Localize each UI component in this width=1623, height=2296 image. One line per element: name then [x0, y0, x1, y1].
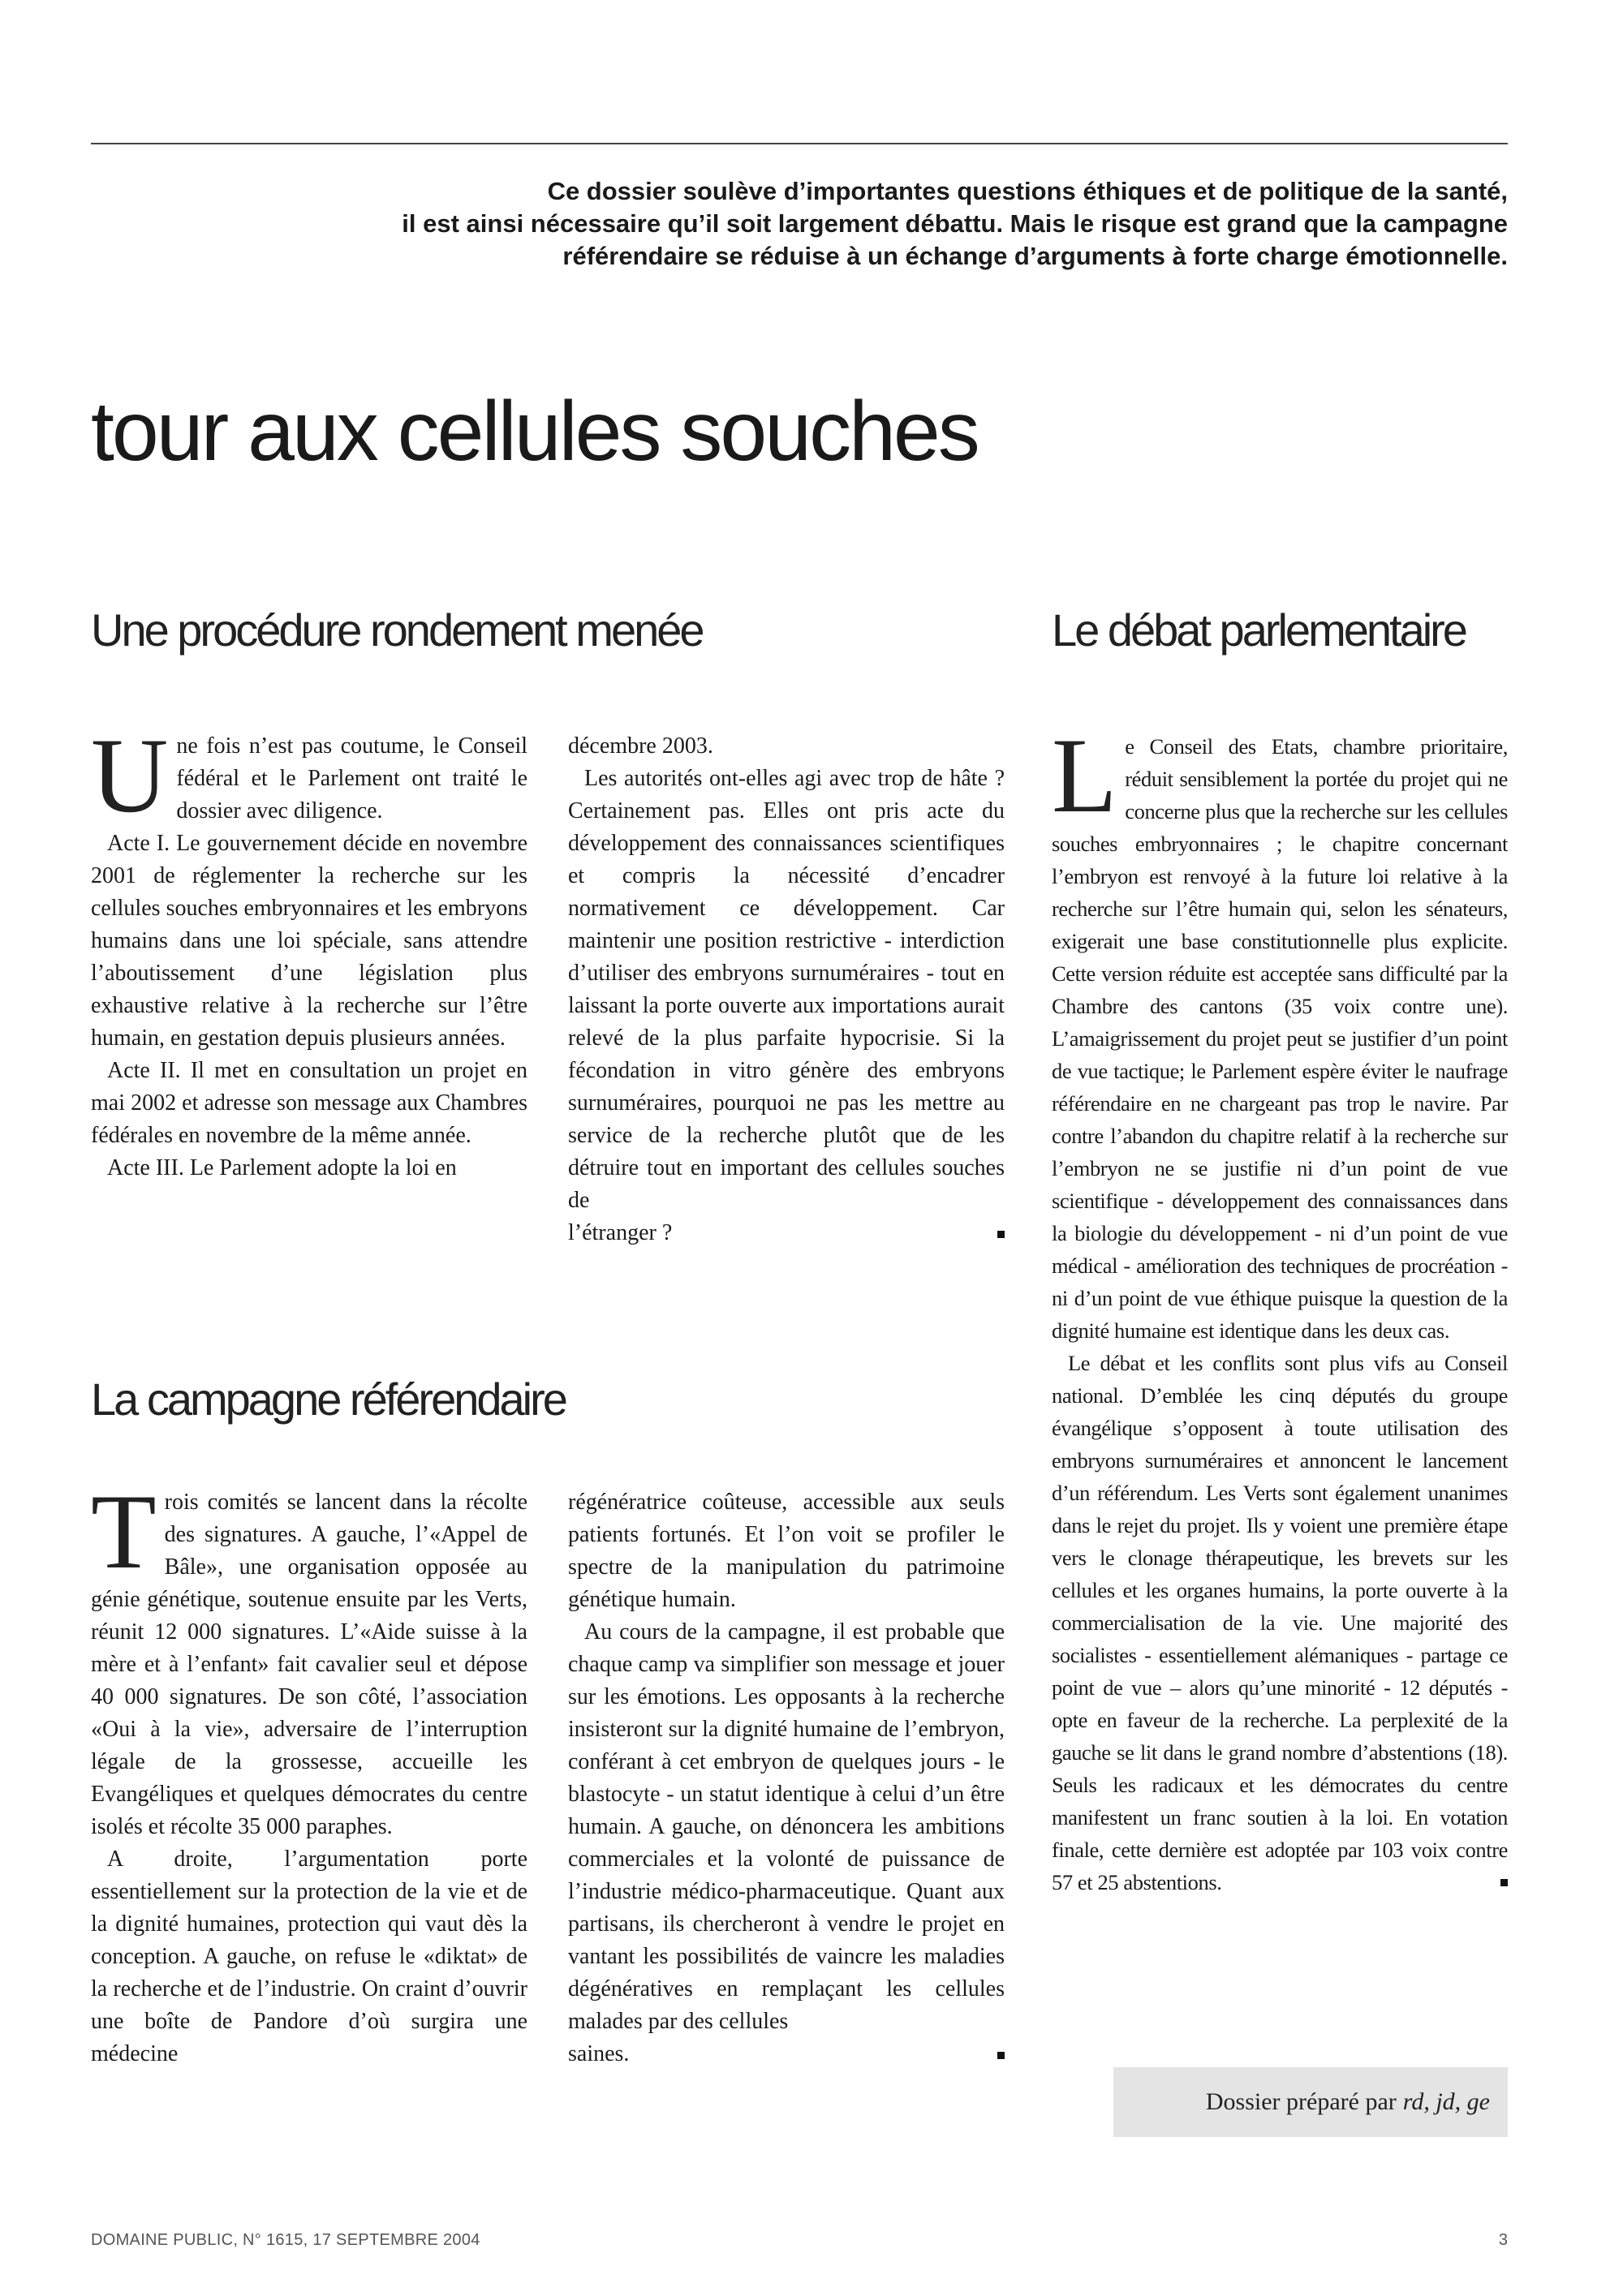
dropcap: L: [1052, 716, 1117, 835]
section1-column-1: [91, 716, 527, 1185]
section1-paragraph-6-end: l’étranger ?: [568, 1217, 1005, 1249]
section2-column-2: [568, 1486, 1005, 2070]
lead-paragraph: [91, 175, 1508, 273]
section-heading-debate: Le débat parlementaire: [1052, 604, 1466, 656]
section2-paragraph-3: régénératrice coûteuse, accessible aux seuls patients fortunés. Et l’on voit se profiler le spectre de la manipulation du patrimoine génétique humain.: [568, 1490, 1005, 1612]
section-heading-campaign: La campagne référendaire: [91, 1374, 566, 1425]
section-heading-procedure: Une procédure rondement menée: [91, 604, 703, 656]
lead-line-2: il est ainsi nécessaire qu’il soit largement débattu. Mais le risque est grand que la campagne: [402, 209, 1508, 238]
lead-line-3: référendaire se réduise à un échange d’arguments à forte charge émotionnelle.: [562, 242, 1508, 270]
section2-paragraph-2: A droite, l’argumentation porte essentiellement sur la protection de la vie et de la dignité humaines, protection qui vaut dès la conception. A gauche, on refuse le «diktat» de la recherche et de l’industrie. On craint d’ouvrir une boîte de Pandore d’où surgira une médecine: [91, 1847, 527, 2066]
section3-paragraph-1: Le Conseil des Etats, chambre prioritaire, réduit sensiblement la portée du projet qui ne concerne plus que la recherche sur les cellules souches embryonnaires ; le chapitre concernant l’embryon est renvoyé à la future loi relative à la recherche sur l’être humain qui, selon les sénateurs, exigerait une base constitutionnelle plus explicite. Cette version réduite est acceptée sans difficulté par la Chambre des cantons (35 voix contre une). L’amaigrissement du projet peut se justifier d’un point de vue tactique; le Parlement espère éviter le naufrage référendaire en ne chargeant pas trop le navire. Par contre l’abandon du chapitre relatif à la recherche sur l’embryon ne se justifie ni d’un point de vue scientifique - développement des connaissances dans la biologie du développement - ni d’un point de vue médical - amélioration des techniques de procréation - ni d’un point de vue éthique puisque la question de la dignité humaine est identique dans les deux cas.: [1052, 716, 1508, 1343]
credit-box: [1113, 2067, 1508, 2137]
dropcap: T: [91, 1472, 157, 1591]
dropcap: U: [91, 716, 169, 835]
section1-paragraph-5: décembre 2003.: [568, 733, 713, 759]
page-number: 3: [1498, 2231, 1508, 2249]
section1-paragraph-4: Acte III. Le Parlement adopte la loi en: [107, 1155, 457, 1180]
credit-authors: rd, jd, ge: [1402, 2088, 1490, 2115]
credit-prefix: Dossier préparé par: [1205, 2088, 1397, 2115]
end-mark: [997, 1231, 1005, 1238]
section1-paragraph-6: Les autorités ont-elles agi avec trop de hâte ? Certainement pas. Elles ont pris acte du développement des connaissances scientifiques et compris la nécessité d’encadrer normativement ce développement. Car maintenir une position restrictive - interdiction d’utiliser des embryons surnuméraires - tout en laissant la porte ouverte aux importations aurait relevé de la plus parfaite hypocrisie. Si la fécondation in vitro génère des embryons surnuméraires, pourquoi ne pas les mettre au service de la recherche plutôt que de les détruire tout en important des cellules souches de: [568, 766, 1005, 1213]
section1-paragraph-2: Acte I. Le gouvernement décide en novembre 2001 de réglementer la recherche sur les cellules souches embryonnaires et les embryons humains dans une loi spéciale, sans attendre l’aboutissement d’une législation plus exhaustive relative à la recherche sur l’être humain, en gestation depuis plusieurs années.: [91, 831, 527, 1051]
section2-paragraph-4-end: saines.: [568, 2038, 1005, 2070]
end-mark: [1500, 1879, 1508, 1886]
section2-column-1: [91, 1472, 527, 2070]
section1-column-2: [568, 730, 1005, 1249]
article-title: tour aux cellules souches: [91, 385, 978, 479]
section1-paragraph-3: Acte II. Il met en consultation un projet en mai 2002 et adresse son message aux Chambres fédérales en novembre de la même année.: [91, 1058, 527, 1148]
footer-publication: DOMAINE PUBLIC, N° 1615, 17 SEPTEMBRE 2004: [91, 2231, 480, 2249]
section1-paragraph-1: Une fois n’est pas coutume, le Conseil fédéral et le Parlement ont traité le dossier avec diligence.: [91, 716, 527, 835]
lead-line-1: Ce dossier soulève d’importantes questions éthiques et de politique de la santé,: [547, 177, 1508, 205]
top-rule: [91, 143, 1508, 144]
section3-column: [1052, 716, 1508, 1898]
section2-paragraph-1: Trois comités se lancent dans la récolte des signatures. A gauche, l’«Appel de Bâle», une organisation opposée au génie génétique, soutenue ensuite par les Verts, réunit 12 000 signatures. L’«Aide suisse à la mère et à l’enfant» fait cavalier seul et dépose 40 000 signatures. De son côté, l’association «Oui à la vie», adversaire de l’interruption légale de la grossesse, accueille les Evangéliques et quelques démocrates du centre isolés et récolte 35 000 paraphes.: [91, 1472, 527, 1839]
section2-paragraph-4: Au cours de la campagne, il est probable que chaque camp va simplifier son message et jouer sur les émotions. Les opposants à la recherche insisteront sur la dignité humaine de l’embryon, conférant à cet embryon de quelques jours - le blastocyte - un statut identique à celui d’un être humain. A gauche, on dénoncera les ambitions commerciales et la volonté de puissance de l’industrie médico-pharmaceutique. Quant aux partisans, ils chercheront à vendre le projet en vantant les possibilités de vaincre les maladies dégénératives en remplaçant les cellules malades par des cellules: [568, 1619, 1005, 2034]
section3-paragraph-2: Le débat et les conflits sont plus vifs au Conseil national. D’emblée les cinq députés du groupe évangélique s’opposent à toute utilisation des embryons surnuméraires et annoncent le lancement d’un référendum. Les Verts sont également unanimes dans le rejet du projet. Ils y voient une première étape vers le clonage thérapeutique, les brevets sur les cellules et les organes humains, la porte ouverte à la commercialisation de la vie. Une majorité des socialistes - essentiellement alémaniques - partage ce point de vue – alors qu’une minorité - 12 députés - opte en faveur de la recherche. La perplexité de la gauche se lit dans le grand nombre d’abstentions (18). Seuls les radicaux et les démocrates du centre manifestent un franc soutien à la loi. En votation finale, cette dernière est adoptée par 103 voix contre 57 et 25 abstentions.: [1052, 1351, 1508, 1894]
end-mark: [997, 2052, 1005, 2059]
